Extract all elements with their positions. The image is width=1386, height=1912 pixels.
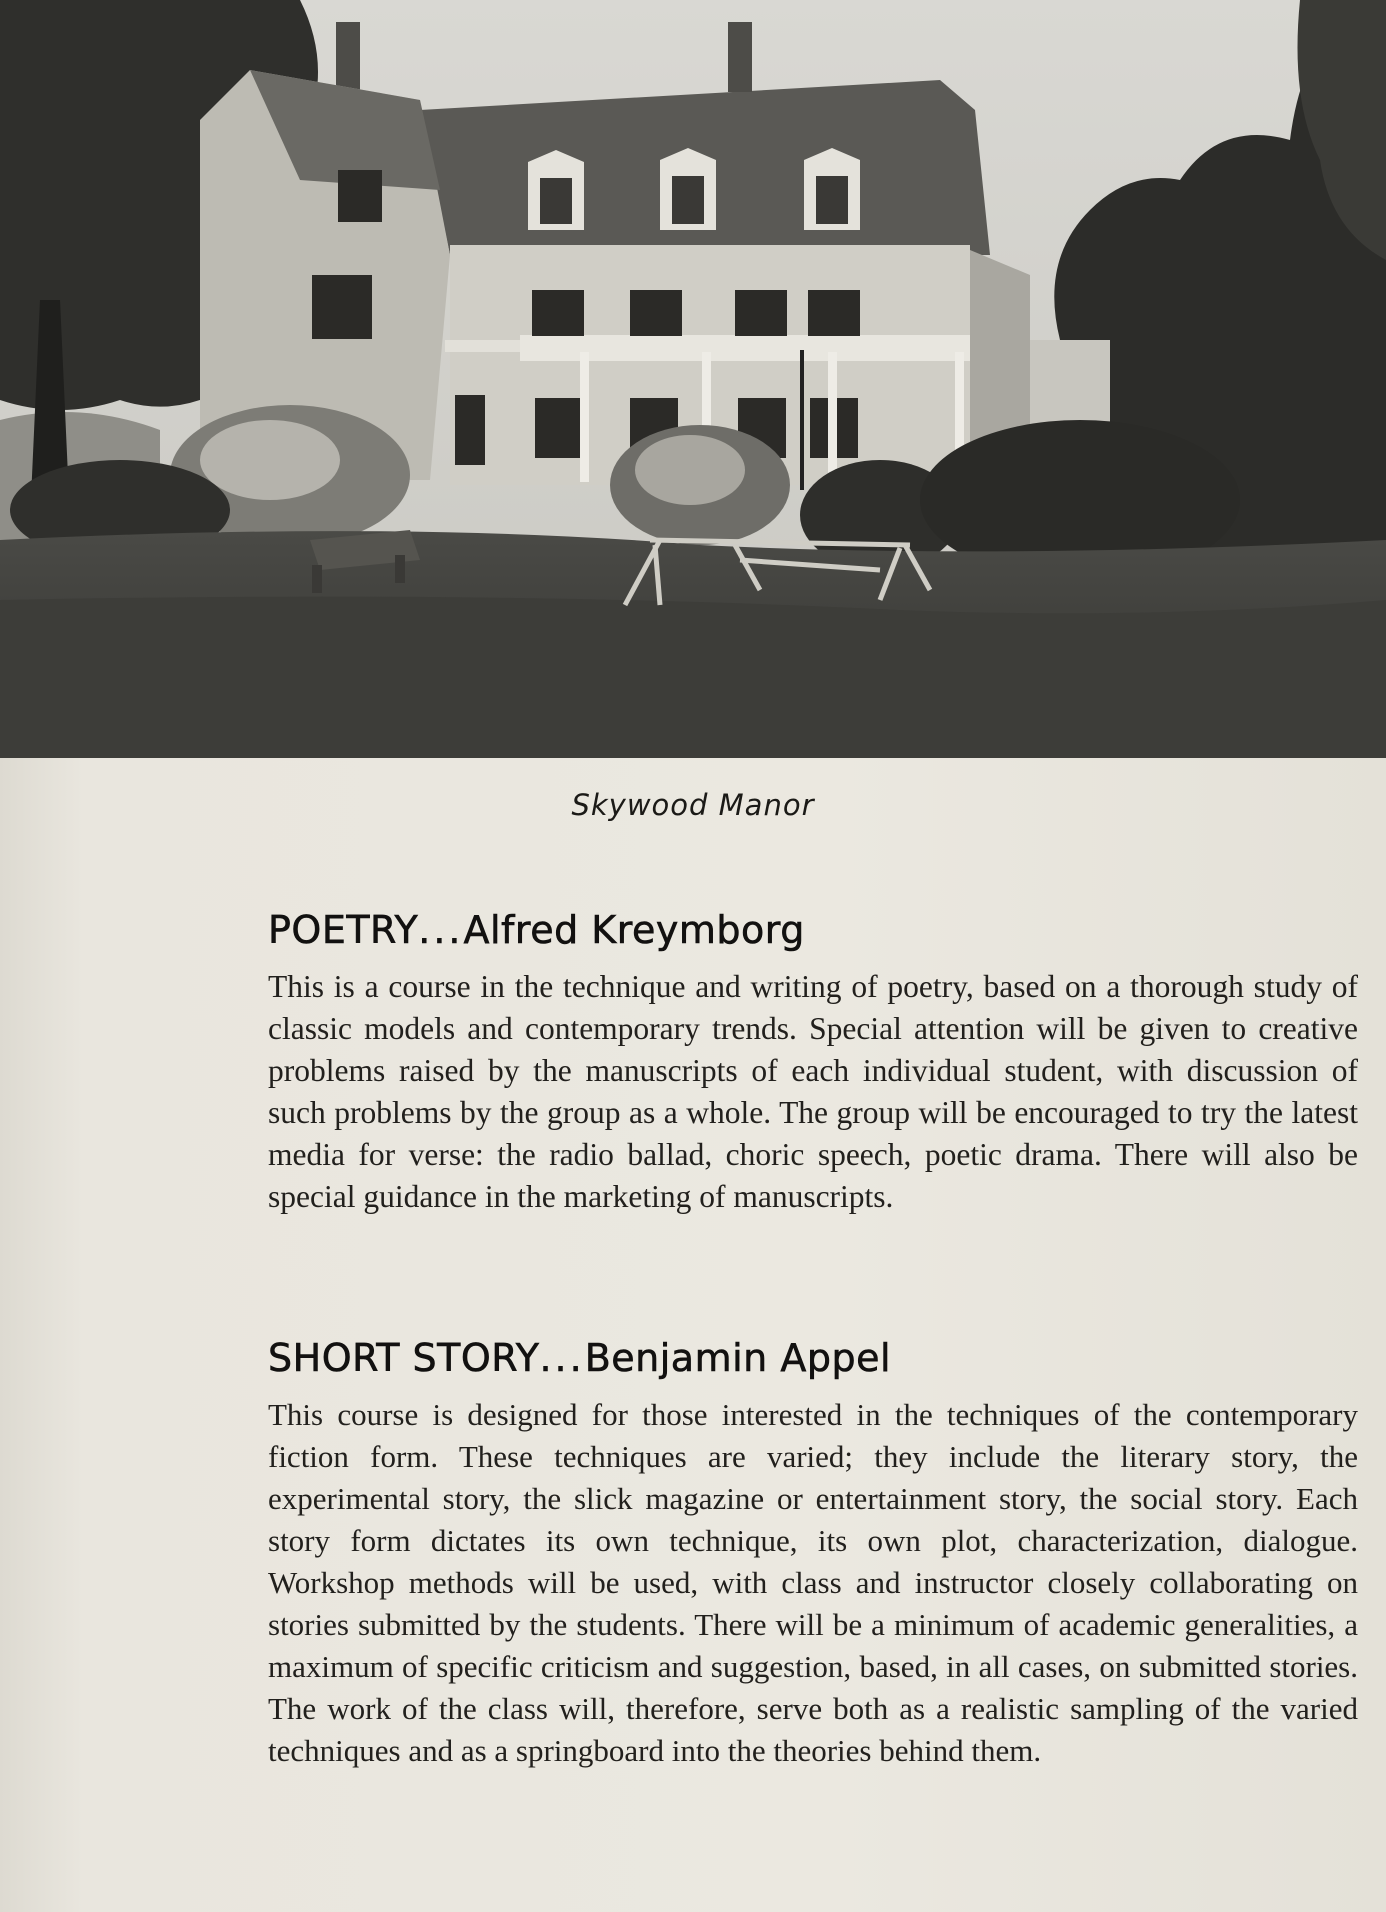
course-subject: SHORT STORY bbox=[268, 1336, 540, 1380]
manor-photograph bbox=[0, 0, 1386, 758]
short-story-course-description: This course is designed for those interested in the techniques of the contemporary fiction form. These techniques are varied; they include the literary story, the experimental story, the slick magazine or entertainment story, the social story. Each story form dictates its own technique, its own plot, characterization, dialogue. Workshop methods will be used, with class and instructor closely collaborating on stories submitted by the students. There will be a minimum of academic generalities, a maximum of specific criticism and suggestion, based, in all cases, on submitted stories. The work of the class will, therefore, serve both as a realistic sampling of the varied techniques and as a springboard into the theories behind them. bbox=[268, 1397, 1358, 1768]
short-story-course-section bbox=[268, 1336, 1358, 1772]
course-instructor: Benjamin Appel bbox=[584, 1336, 892, 1380]
poetry-course-description: This is a course in the technique and writing of poetry, based on a thorough study of classic models and contemporary trends. Special attention will be given to creative problems raised by the manuscripts of each individual student, with discussion of such problems by the group as a whole. The group will be encouraged to try the latest media for verse: the radio ballad, choric speech, poetic drama. There will also be special guidance in the marketing of manuscripts. bbox=[268, 969, 1358, 1214]
course-instructor: Alfred Kreymborg bbox=[463, 908, 805, 952]
heading-separator: ... bbox=[418, 908, 464, 952]
heading-separator: ... bbox=[539, 1336, 585, 1380]
poetry-course-heading bbox=[268, 908, 1358, 952]
poetry-course-section bbox=[268, 908, 1358, 1218]
short-story-course-heading bbox=[268, 1336, 1358, 1380]
manor-photo-illustration bbox=[0, 0, 1386, 758]
photo-caption: Skywood Manor bbox=[571, 788, 815, 822]
course-subject: POETRY bbox=[268, 908, 419, 952]
